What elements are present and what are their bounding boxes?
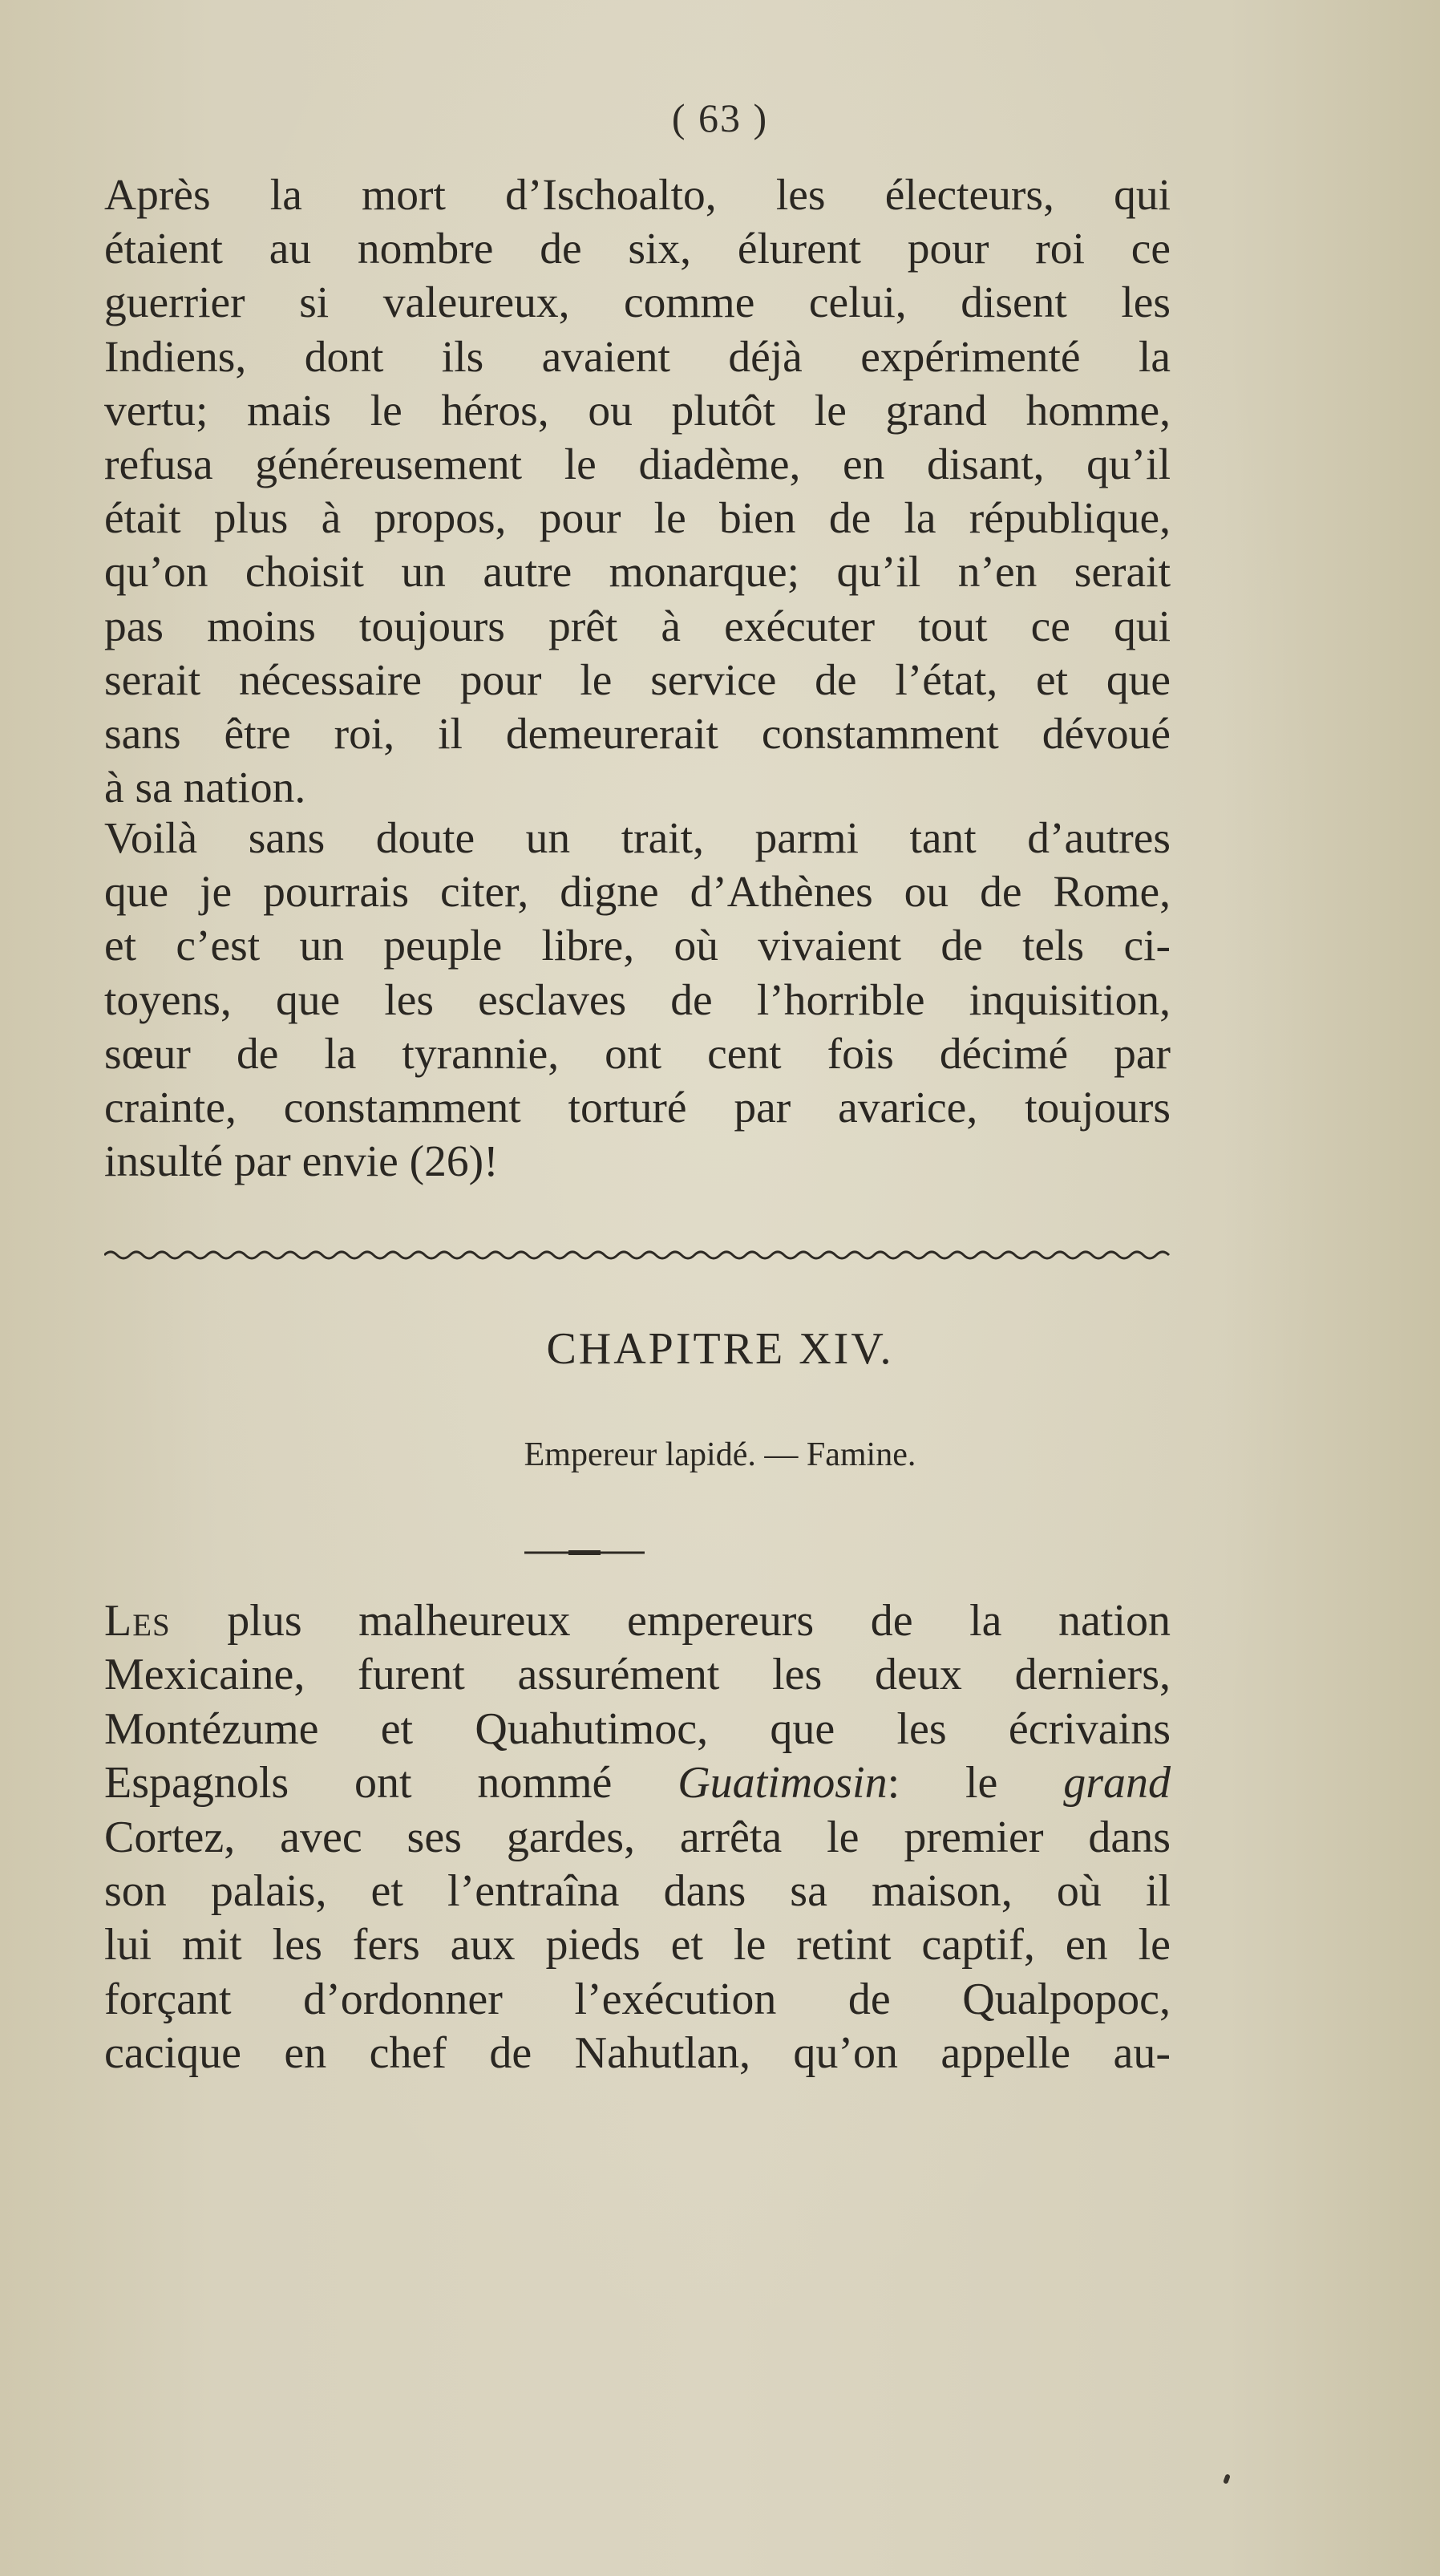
- text-line: [104, 1756, 1171, 1810]
- text-line: à sa nation.: [104, 763, 306, 813]
- text-line: Mexicaine, furent assurément les deux derniers,: [104, 1650, 1171, 1700]
- text-line: Cortez, avec ses gardes, arrêta le premier dans: [104, 1812, 1171, 1862]
- italic-name: Guatimosin: [678, 1758, 888, 1808]
- text-line: sans être roi, il demeurerait constamment dévoué: [104, 710, 1171, 759]
- paragraph-1: [104, 168, 1171, 815]
- text-line: crainte, constamment torturé par avarice, toujours: [104, 1083, 1171, 1133]
- text-line: son palais, et l’entraîna dans sa maison, où il: [104, 1866, 1171, 1917]
- first-word: Les: [104, 1596, 171, 1646]
- text-line: Indiens, dont ils avaient déjà expérimenté la: [104, 332, 1171, 382]
- text-line: étaient au nombre de six, élurent pour roi ce: [104, 225, 1171, 274]
- text-span: Espagnols ont nommé: [104, 1758, 678, 1808]
- chapter-subtitle: Empereur lapidé. — Famine.: [524, 1436, 916, 1473]
- text-line: pas moins toujours prêt à exécuter tout ce qui: [104, 601, 1171, 651]
- text-line: Voilà sans doute un trait, parmi tant d’autres: [104, 814, 1171, 863]
- text-line: Montézume et Quahutimoc, que les écrivains: [104, 1703, 1171, 1754]
- italic-word: grand: [1063, 1758, 1171, 1808]
- text-line: refusa généreusement le diadème, en disant, qu’il: [104, 440, 1171, 490]
- text-line: [104, 1594, 1171, 1648]
- chapter-title: CHAPITRE XIV.: [546, 1324, 894, 1374]
- text-line: insulté par envie (26)!: [104, 1137, 499, 1187]
- text-line: sœur de la tyrannie, ont cent fois décimé par: [104, 1029, 1171, 1079]
- short-divider: [524, 1548, 645, 1557]
- text-line: lui mit les fers aux pieds et le retint captif, en le: [104, 1920, 1171, 1970]
- text-line: guerrier si valeureux, comme celui, disent les: [104, 278, 1171, 328]
- page-number: ( 63 ): [671, 95, 769, 140]
- text-line: forçant d’ordonner l’exécution de Qualpopoc,: [104, 1974, 1171, 2024]
- text-line: qu’on choisit un autre monarque; qu’il n’en serait: [104, 548, 1171, 597]
- text-line: vertu; mais le héros, ou plutôt le grand homme,: [104, 386, 1171, 435]
- text-line: cacique en chef de Nahutlan, qu’on appelle au-: [104, 2028, 1171, 2079]
- text-span: : le: [887, 1758, 1064, 1808]
- text-line: et c’est un peuple libre, où vivaient de tels ci-: [104, 921, 1171, 971]
- text-line: que je pourrais citer, digne d’Athènes ou de Rome,: [104, 868, 1171, 917]
- wavy-divider: [104, 1247, 1171, 1263]
- text-line: Après la mort d’Ischoalto, les électeurs, qui: [104, 171, 1171, 220]
- text-line: était plus à propos, pour le bien de la république,: [104, 494, 1171, 544]
- paragraph-3: [104, 1594, 1171, 2081]
- paragraph-2: [104, 812, 1171, 1189]
- ink-speck: [1223, 2473, 1231, 2484]
- text-line: serait nécessaire pour le service de l’état, et que: [104, 655, 1171, 705]
- text-span: plus malheureux empereurs de la nation: [170, 1596, 1171, 1646]
- text-line: toyens, que les esclaves de l’horrible inquisition,: [104, 975, 1171, 1025]
